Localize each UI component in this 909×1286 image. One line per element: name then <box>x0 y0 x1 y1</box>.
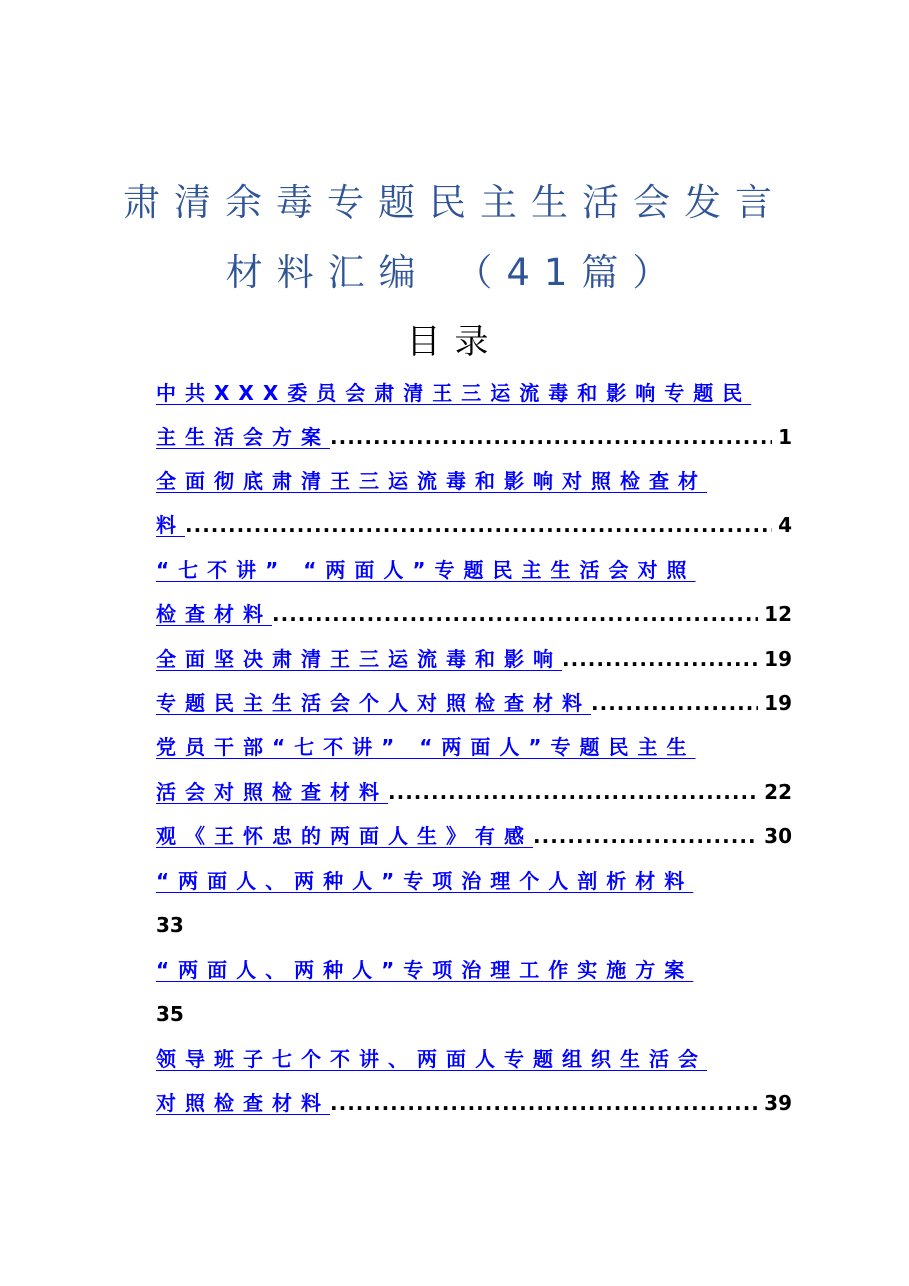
toc-leader-dots <box>330 1088 758 1118</box>
toc-leader-dots <box>272 599 758 629</box>
toc-entry-2-page: 4 <box>778 513 792 537</box>
toc-entry-8-page: 33 <box>156 913 184 937</box>
toc-entry-6-page: 22 <box>764 780 792 804</box>
toc-entry-2-line2[interactable]: 料 <box>156 513 185 537</box>
toc-entry-4[interactable]: 全面坚决肃清王三运流毒和影响 <box>156 647 562 671</box>
toc-leader-dots <box>533 821 758 851</box>
toc-entry-10-line2[interactable]: 对照检查材料 <box>156 1091 330 1115</box>
toc-entry-3-page: 12 <box>764 602 792 626</box>
toc-heading: 目录 <box>406 322 503 362</box>
toc-leader-dots <box>185 510 772 540</box>
toc-leader-dots <box>388 777 758 807</box>
toc-leader-dots <box>591 688 758 718</box>
document-title-line2: 材料汇编 （41篇） <box>225 251 684 294</box>
toc-entry-1-page: 1 <box>778 425 792 449</box>
toc-leader-dots <box>562 644 758 674</box>
toc-entry-4-page: 19 <box>764 647 792 671</box>
toc-entry-6-line1[interactable]: 党员干部“七不讲” “两面人”专题民主生 <box>156 735 696 759</box>
document-title-line1: 肃清余毒专题民主生活会发言 <box>123 181 786 224</box>
toc-entry-9[interactable]: “两面人、两种人”专项治理工作实施方案 <box>156 958 694 982</box>
toc-entry-3-line1[interactable]: “七不讲” “两面人”专题民主生活会对照 <box>156 558 696 582</box>
toc-entry-8[interactable]: “两面人、两种人”专项治理个人剖析材料 <box>156 869 694 893</box>
toc-entry-10-line1[interactable]: 领导班子七个不讲、两面人专题组织生活会 <box>156 1047 707 1071</box>
toc-entry-5[interactable]: 专题民主生活会个人对照检查材料 <box>156 691 591 715</box>
toc-entry-7-page: 30 <box>764 824 792 848</box>
toc-entry-1-line2[interactable]: 主生活会方案 <box>156 425 330 449</box>
toc-entry-1-line1[interactable]: 中共XXX委员会肃清王三运流毒和影响专题民 <box>156 381 752 405</box>
toc-entry-5-page: 19 <box>764 691 792 715</box>
toc-entry-7[interactable]: 观《王怀忠的两面人生》有感 <box>156 824 533 848</box>
toc-entry-10-page: 39 <box>764 1091 792 1115</box>
toc-entry-6-line2[interactable]: 活会对照检查材料 <box>156 780 388 804</box>
toc-entry-9-page: 35 <box>156 1002 184 1026</box>
toc-entry-3-line2[interactable]: 检查材料 <box>156 602 272 626</box>
toc-leader-dots <box>330 422 772 452</box>
toc-entry-2-line1[interactable]: 全面彻底肃清王三运流毒和影响对照检查材 <box>156 469 707 493</box>
